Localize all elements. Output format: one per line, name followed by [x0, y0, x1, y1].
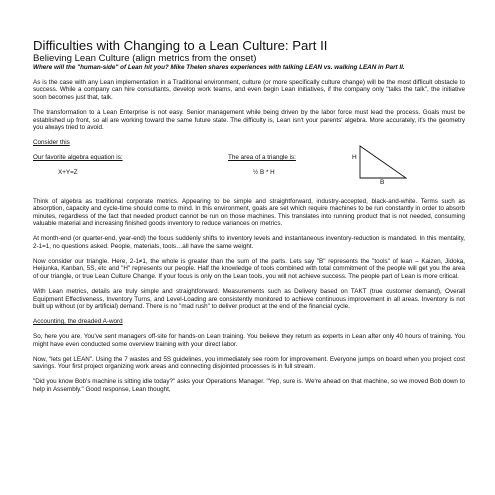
equation-row — [33, 154, 465, 190]
triangle-height-label: H — [352, 154, 357, 162]
algebra-equation: X+Y=Z — [58, 169, 78, 177]
paragraph-3: Think of algebra as traditional corporate metrics. Appearing to be simple and straightforward, industry-accepted, black-and-white. Terms such as absorption, capacity and cycle-time should come to mind. In this environment, goals are set which require machines to be run constantly in order to absorb minutes, regardless of the fact that needed product cannot be run on those machines. This translates into running product that is not needed, consuming valuable material and increasing finished goods inventory to reduce variances on metrics. — [33, 197, 465, 228]
document-subtitle: Believing Lean Culture (align metrics from the onset) — [33, 53, 257, 64]
triangle-equation: ½ B * H — [253, 169, 275, 177]
algebra-label: Our favorite algebra equation is: — [33, 154, 123, 162]
document-title: Difficulties with Changing to a Lean Culture: Part II — [33, 38, 328, 53]
triangle-label: The area of a triangle is: — [228, 154, 296, 162]
triangle-icon — [348, 142, 428, 190]
triangle-base-label: B — [380, 179, 385, 187]
consider-heading: Consider this — [33, 139, 70, 147]
paragraph-5: Now consider our triangle. Here, 2-1≠1, the whole is greater than the sum of the parts. Lets say "B" represents the "tools" of lean – Kaizen, Jidoka, Heijunka, Kanban, 5S, etc and "H" represents our people. Half the knowledge of tools combined with total commitment of the people will get you the area of our triangle, or true Lean Culture Change. If your focus is only on the Lean tools, you will not achieve success. The people part of Lean is more critical. — [33, 257, 465, 281]
paragraph-9: "Did you know Bob's machine is sitting idle today?" asks your Operations Manager. "Yep, sure is. We're ahead on that machine, so we moved Bob down to help in Assembly." Good response, Lean thought, — [33, 378, 465, 393]
accounting-heading: Accounting, the dreaded A-word — [33, 318, 123, 326]
paragraph-4: At month-end (or quarter-end, year-end) the focus suddenly shifts to inventory levels and instantaneous inventory-reduction is mandated. In this mentality, 2-1=1, no questions asked. People, materials, tools…all have the same weight. — [33, 235, 465, 250]
triangle-figure — [348, 142, 428, 190]
paragraph-2: The transformation to a Lean Enterprise is not easy. Senior management while being driven by the labor force must lead the process. Goals must be established up front, so all are working toward the same future state. The difficulty is, Lean isn't your parents' algebra. More accurately, it's the geometry you always tried to avoid. — [33, 108, 465, 132]
paragraph-7: So, here you are. You've sent managers off-site for hands-on Lean training. You believe they return as experts in Lean after only 40 hours of training. You might have even conducted some overview training with your direct labor. — [33, 333, 465, 348]
paragraph-1: As is the case with any Lean implementation in a Traditional environment, culture (or more specifically culture change) will be the most difficult obstacle to success. While a company can hire consultants, develop work teams, and even begin Lean initiatives, if the company only "talks the talk", the initiative soon becomes just that, talk. — [33, 78, 465, 101]
lede-text: Where will the "human-side" of Lean hit you? Mike Thelen shares experiences with talking LEAN vs. walking LEAN in Part II. — [33, 64, 405, 71]
paragraph-6: With Lean metrics, details are truly simple and straightforward. Measurements such as Delivery based on TAKT (true customer demand), Overall Equipment Effectiveness, Inventory Turns, and Level-Loading are consistently monitored to achieve continuous improvement in all areas. Inventory is not built up without (or by artificial) demand. There is no "mad rush" to deliver product at the end of the financial cycle. — [33, 288, 465, 311]
paragraph-8: Now, "lets get LEAN". Using the 7 wastes and 5S guidelines, you immediately see room for improvement. Everyone jumps on board when you project cost savings. Your first project organizing work areas and connecting disjointed processes is in full stream. — [33, 355, 465, 371]
